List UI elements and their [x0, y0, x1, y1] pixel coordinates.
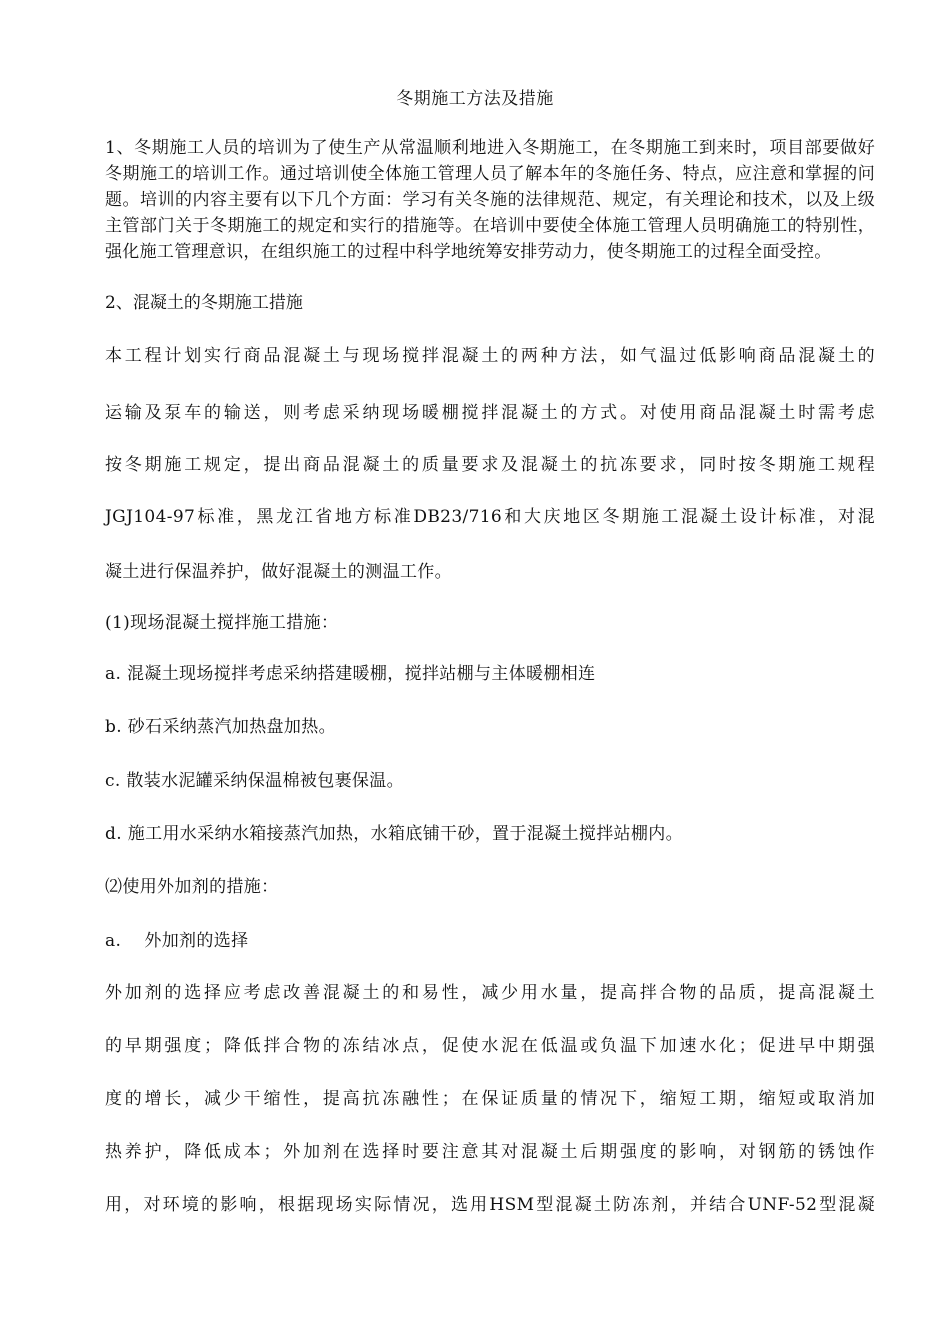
admixture-text-line: 用，对环境的影响，根据现场实际情况，选用HSM型混凝土防冻剂，并结合UNF-52型混凝 — [105, 1195, 875, 1215]
concrete-text-line: 按冬期施工规定，提出商品混凝土的质量要求及混凝土的抗冻要求，同时按冬期施工规程 — [105, 455, 875, 475]
paragraph-training: 1、冬期施工人员的培训为了使生产从常温顺利地进入冬期施工，在冬期施工到来时，项目部要做好冬期施工的培训工作。通过培训使全体施工管理人员了解本年的冬施任务、特点，应注意和掌握的问题。培训的内容主要有以下几个方面：学习有关冬施的法律规范、规定，有关理论和技术，以及上级主管部门关于冬期施工的规定和实行的措施等。在培训中要使全体施工管理人员明确施工的特别性，强化施工管理意识，在组织施工的过程中科学地统筹安排劳动力，使冬期施工的过程全面受控。 — [105, 138, 875, 262]
list-item: a. 混凝土现场搅拌考虑采纳搭建暖棚，搅拌站棚与主体暖棚相连 — [105, 664, 596, 684]
list-item: b. 砂石采纳蒸汽加热盘加热。 — [105, 717, 336, 737]
list-item: a. 外加剂的选择 — [105, 931, 249, 951]
document-title: 冬期施工方法及措施 — [396, 89, 554, 109]
admixture-text-line: 的早期强度；降低拌合物的冻结冰点，促使水泥在低温或负温下加速水化；促进早中期强 — [105, 1036, 875, 1056]
list-item: d. 施工用水采纳水箱接蒸汽加热，水箱底铺干砂，置于混凝土搅拌站棚内。 — [105, 824, 683, 844]
concrete-text-line: 本工程计划实行商品混凝土与现场搅拌混凝土的两种方法，如气温过低影响商品混凝土的 — [105, 346, 875, 366]
admixture-text-line: 外加剂的选择应考虑改善混凝土的和易性，减少用水量，提高拌合物的品质，提高混凝土 — [105, 983, 875, 1003]
concrete-text-line: 运输及泵车的输送，则考虑采纳现场暖棚搅拌混凝土的方式。对使用商品混凝土时需考虑 — [105, 403, 875, 423]
admixture-text-line: 度的增长，减少干缩性，提高抗冻融性；在保证质量的情况下，缩短工期，缩短或取消加 — [105, 1089, 875, 1109]
admixture-text-line: 热养护，降低成本；外加剂在选择时要注意其对混凝土后期强度的影响，对钢筋的锈蚀作 — [105, 1142, 875, 1162]
section-heading-concrete: 2、混凝土的冬期施工措施 — [105, 293, 303, 313]
list-item: c. 散装水泥罐采纳保温棉被包裹保温。 — [105, 771, 404, 791]
concrete-text-line: 凝土进行保温养护，做好混凝土的测温工作。 — [105, 562, 452, 582]
subsection-heading-admixture: ⑵使用外加剂的措施： — [105, 877, 279, 897]
subsection-heading-mixing: (1)现场混凝土搅拌施工措施： — [105, 613, 339, 633]
concrete-text-line: JGJ104-97标准，黑龙江省地方标准DB23/716和大庆地区冬期施工混凝土设计标准，对混 — [105, 507, 875, 527]
